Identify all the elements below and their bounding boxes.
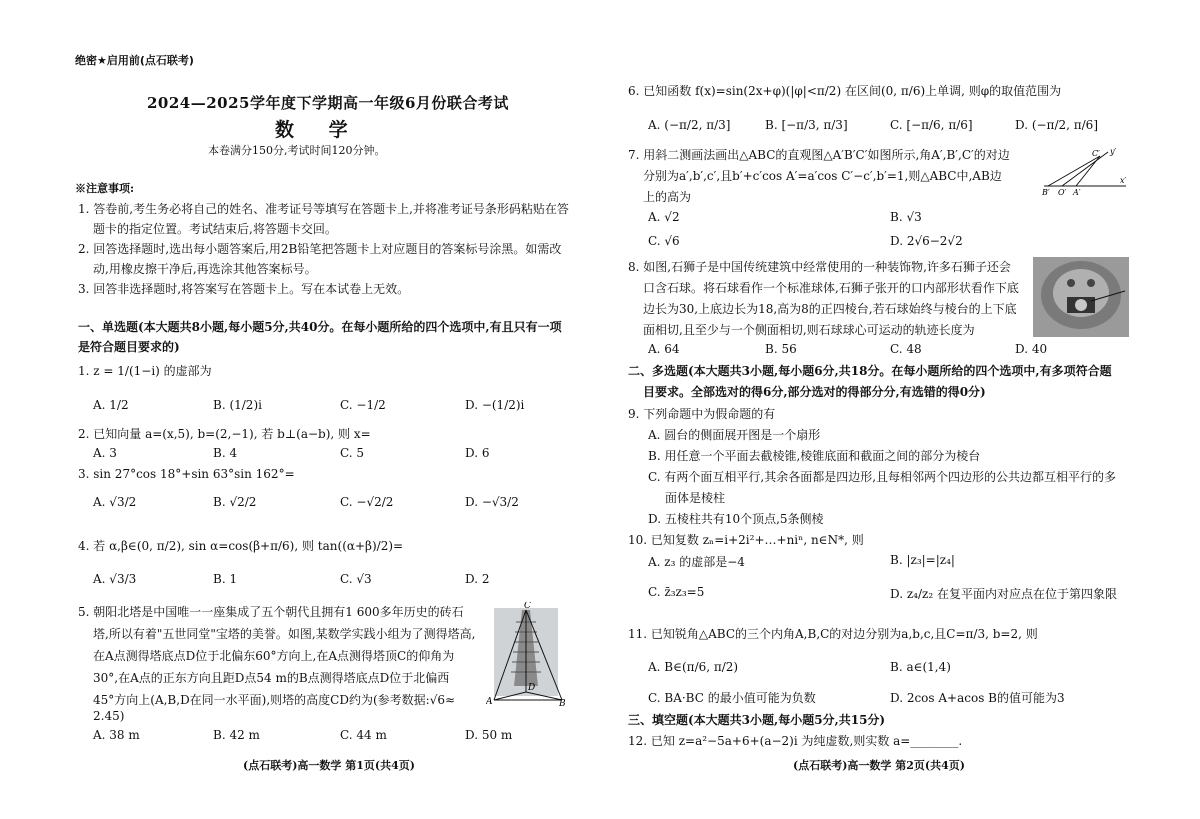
q9-option-a[interactable]: A. 圆台的侧面展开图是一个扇形: [648, 428, 821, 442]
q9-stem: 9. 下列命题中为假命题的有: [628, 407, 776, 421]
q11-stem: 11. 已知锐角△ABC的三个内角A,B,C的对边分别为a,b,c,且C=π/3, b=2, 则: [628, 627, 1038, 641]
q5-line-6: 2.45): [93, 709, 125, 723]
q12-stem: 12. 已知 z=a²−5a+6+(a−2)i 为纯虚数,则实数 a=________.: [628, 734, 963, 748]
q6-option-c[interactable]: C. [−π/6, π/6]: [890, 118, 973, 132]
q6-option-b[interactable]: B. [−π/3, π/3]: [765, 118, 848, 132]
q11-option-a[interactable]: A. B∈(π/6, π/2): [648, 660, 739, 674]
q3-stem: 3. sin 27°cos 18°+sin 63°sin 162°=: [78, 467, 295, 481]
q10-option-b[interactable]: B. |z₃|=|z₄|: [890, 553, 955, 567]
q5-line-4: 30°,在A点的正东方向且距D点54 m的B点测得塔底点D位于北偏西: [93, 671, 450, 685]
q2-option-c[interactable]: C. 5: [340, 446, 365, 460]
q6-stem: 6. 已知函数 f(x)=sin(2x+φ)(|φ|<π/2) 在区间(0, π/6)上单调, 则φ的取值范围为: [628, 84, 1062, 98]
side-b-c: [1048, 156, 1100, 186]
q8-option-a[interactable]: A. 64: [648, 342, 680, 356]
section-1-heading: 一、单选题(本大题共8小题,每小题5分,共40分。在每小题所给的四个选项中,有且只有一项: [78, 320, 562, 334]
q7-option-b[interactable]: B. √3: [890, 210, 922, 224]
q7-line-1: 7. 用斜二测画法画出△ABC的直观图△A′B′C′如图所示,角A′,B′,C′的对边: [628, 148, 1010, 162]
label-c: C: [524, 602, 531, 611]
q2-option-a[interactable]: A. 3: [93, 446, 117, 460]
q7-line-2: 分别为a′,b′,c′,且b′+c′cos A′=a′cos C′−c′,b′=1,则△ABC中,AB边: [643, 169, 1002, 183]
exam-title: 2024—2025学年度下学期高一年级6月份联合考试: [147, 94, 509, 112]
q3-option-d[interactable]: D. −√3/2: [465, 495, 519, 509]
q8-option-b[interactable]: B. 56: [765, 342, 797, 356]
q4-option-c[interactable]: C. √3: [340, 572, 372, 586]
label-a: A: [486, 697, 493, 706]
exam-info: 本卷满分150分,考试时间120分钟。: [208, 144, 386, 157]
q7-option-c[interactable]: C. √6: [648, 234, 680, 248]
q9-option-c[interactable]: C. 有两个面互相平行,其余各面都是四边形,且每相邻两个四边形的公共边都互相平行的多: [648, 470, 1117, 484]
q8-option-c[interactable]: C. 48: [890, 342, 922, 356]
side-a-c: [1076, 156, 1100, 186]
q6-option-a[interactable]: A. (−π/2, π/3]: [648, 118, 731, 132]
q8-option-d[interactable]: D. 40: [1015, 342, 1048, 356]
q5-option-d[interactable]: D. 50 m: [465, 728, 513, 742]
lion-right-eye: [1087, 279, 1095, 287]
q4-option-b[interactable]: B. 1: [213, 572, 238, 586]
q9-option-c-cont: 面体是棱柱: [665, 491, 726, 505]
note-3: 3. 回答非选择题时,将答案写在答题卡上。写在本试卷上无效。: [78, 282, 410, 296]
q11-option-c[interactable]: C. BA·BC 的最小值可能为负数: [648, 691, 816, 705]
secret-label: 绝密★启用前(点石联考): [75, 54, 194, 67]
stone-ball: [1075, 299, 1087, 311]
q10-stem: 10. 已知复数 zₙ=i+2i²+…+niⁿ, n∈N*, 则: [628, 533, 864, 547]
q3-option-b[interactable]: B. √2/2: [213, 495, 257, 509]
page-2: [600, 0, 1200, 819]
label-d: D: [528, 683, 536, 693]
note-2a: 2. 回答选择题时,选出每小题答案后,用2B铅笔把答题卡上对应题目的答案标号涂黑。如需改: [78, 242, 562, 256]
section-2-heading: 二、多选题(本大题共3小题,每小题6分,共18分。在每小题所给的四个选项中,有多项符合题: [628, 364, 1112, 378]
q5-option-a[interactable]: A. 38 m: [93, 728, 140, 742]
q8-line-3: 边长为30,上底边长为18,高为8的正四棱台,若石球始终与棱台的上下底: [643, 302, 1017, 316]
q8-line-4: 面相切,且至少与一个侧面相切,则石球球心可运动的轨迹长度为: [643, 323, 975, 337]
q10-option-d[interactable]: D. z₄/z₂ 在复平面内对应点在位于第四象限: [890, 587, 1117, 601]
footer-page-2: (点石联考)高一数学 第2页(共4页): [793, 759, 965, 772]
q7-option-a[interactable]: A. √2: [648, 210, 680, 224]
note-1a: 1. 答卷前,考生务必将自己的姓名、准考证号等填写在答题卡上,并将准考证号条形码粘贴在答: [78, 202, 569, 216]
q5-line-1: 5. 朝阳北塔是中国唯一一座集成了五个朝代且拥有1 600多年历史的砖石: [78, 605, 464, 619]
q5-option-b[interactable]: B. 42 m: [213, 728, 260, 742]
q1-option-d[interactable]: D. −(1/2)i: [465, 398, 525, 412]
stone-lion-figure: [1033, 257, 1129, 337]
q1-option-c[interactable]: C. −1/2: [340, 398, 386, 412]
q5-line-3: 在A点测得塔底点D位于北偏东60°方向上,在A点测得塔顶C的仰角为: [93, 649, 455, 663]
section-1-heading-cont: 是符合题目要求的): [78, 340, 180, 354]
q5-line-5: 45°方向上(A,B,D在同一水平面),则塔的高度CD约为(参考数据:√6≈: [93, 693, 456, 707]
q11-option-d[interactable]: D. 2cos A+acos B的值可能为3: [890, 691, 1065, 705]
q2-option-d[interactable]: D. 6: [465, 446, 490, 460]
fig-label-o: O′: [1058, 188, 1067, 196]
q8-line-2: 口含石球。将石球看作一个标准球体,石狮子张开的口内部形状看作下底: [643, 281, 1019, 295]
q3-option-c[interactable]: C. −√2/2: [340, 495, 394, 509]
q10-option-c[interactable]: C. z̄₃z₃=5: [648, 585, 705, 599]
y-axis: [1062, 152, 1108, 186]
notes-heading: ※注意事项:: [75, 182, 135, 195]
subject-title: 数 学: [275, 119, 362, 141]
q4-stem: 4. 若 α,β∈(0, π/2), sin α=cos(β+π/6), 则 tan((α+β)/2)=: [78, 539, 404, 553]
q1-option-a[interactable]: A. 1/2: [93, 398, 129, 412]
q7-line-3: 上的高为: [643, 190, 692, 204]
q9-option-d[interactable]: D. 五棱柱共有10个顶点,5条侧棱: [648, 512, 824, 526]
q2-stem: 2. 已知向量 a=(x,5), b=(2,−1), 若 b⊥(a−b), 则 x=: [78, 427, 371, 441]
q10-option-a[interactable]: A. z₃ 的虚部是−4: [648, 555, 745, 569]
q1-stem: 1. z = 1/(1−i) 的虚部为: [78, 364, 212, 378]
q9-option-b[interactable]: B. 用任意一个平面去截棱锥,棱锥底面和截面之间的部分为棱台: [648, 449, 981, 463]
lion-left-eye: [1067, 279, 1075, 287]
q4-option-d[interactable]: D. 2: [465, 572, 490, 586]
q11-option-b[interactable]: B. a∈(1,4): [890, 660, 951, 674]
q5-option-c[interactable]: C. 44 m: [340, 728, 387, 742]
section-3-heading: 三、填空题(本大题共3小题,每小题5分,共15分): [628, 713, 886, 727]
note-1b: 题卡的指定位置。考试结束后,将答题卡交回。: [93, 222, 337, 236]
footer-page-1: (点石联考)高一数学 第1页(共4页): [243, 759, 415, 772]
q5-line-2: 塔,所以有着"五世同堂"宝塔的美誉。如图,某数学实践小组为了测得塔高,: [93, 627, 476, 641]
section-2-heading-cont: 目要求。全部选对的得6分,部分选对的得部分分,有选错的得0分): [643, 385, 986, 399]
pagoda-figure: [486, 602, 566, 706]
q3-option-a[interactable]: A. √3/2: [93, 495, 137, 509]
q8-line-1: 8. 如图,石狮子是中国传统建筑中经常使用的一种装饰物,许多石狮子还会: [628, 260, 1011, 274]
oblique-triangle-figure: [1040, 146, 1130, 196]
q6-option-d[interactable]: D. (−π/2, π/6]: [1015, 118, 1098, 132]
label-b: B: [559, 699, 566, 706]
note-2b: 动,用橡皮擦干净后,再选涂其他答案标号。: [93, 262, 317, 276]
q4-option-a[interactable]: A. √3/3: [93, 572, 137, 586]
fig-label-y: y′: [1110, 147, 1117, 156]
q1-option-b[interactable]: B. (1/2)i: [213, 398, 262, 412]
q7-option-d[interactable]: D. 2√6−2√2: [890, 234, 963, 248]
fig-label-x: x′: [1120, 176, 1127, 185]
q2-option-b[interactable]: B. 4: [213, 446, 238, 460]
fig-label-b: B′: [1042, 188, 1050, 196]
fig-label-c: C′: [1092, 149, 1100, 158]
fig-label-a: A′: [1073, 188, 1081, 196]
